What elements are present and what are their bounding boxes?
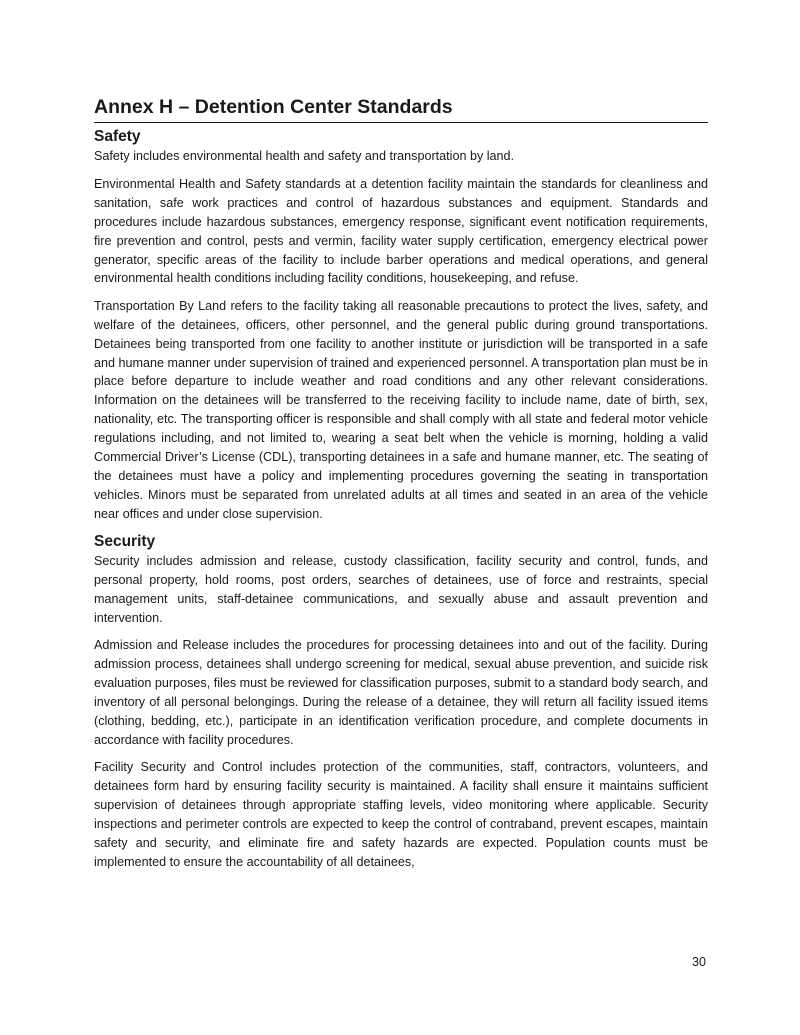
environmental-health-paragraph: Environmental Health and Safety standards at a detention facility maintain the standards for cleanliness and sanitation, safe work practices and control of hazardous substances and equipment. Standards and procedures include hazardous substances, emergency response, significant event notification requirements, fire prevention and control, pests and vermin, facility water supply certification, emergency electrical power generator, specific areas of the facility to include barber operations and medical operations, and general environmental health conditions including facility conditions, housekeeping, and refuse. [94, 176, 708, 286]
admission-release-paragraph: Admission and Release includes the procedures for processing detainees into and out of the facility. During admission process, detainees shall undergo screening for medical, sexual abuse prevention, and suicide risk evaluation purposes, files must be reviewed for classification purposes, submit to a standard body search, and inventory of all personal belongings. During the release of a detainee, they will return all facility issued items (clothing, bedding, etc.), participate in an identification verification procedure, and complete documents in accordance with facility procedures. [94, 638, 708, 747]
transportation-paragraph: Transportation By Land refers to the facility taking all reasonable precautions to protect the lives, safety, and welfare of the detainees, officers, other personnel, and the general public during ground transportations. Detainees being transported from one facility to another institute or jurisdiction will be transported in a safe and humane manner under supervision of trained and experienced personnel. A transportation plan must be in place before departure to include weather and road conditions and any other relevant considerations. Information on the detainees will be transferred to the receiving facility to include name, date of birth, sex, nationality, etc. The transporting officer is responsible and shall comply with all state and federal motor vehicle regulations including, and not limited to, wearing a seat belt when the vehicle is morning, holding a valid Commercial Driver’s License (CDL), transporting detainees in a safe and humane manner, etc. The seating of the detainees must have a policy and implementing procedures governing the seating in transportation vehicles. Minors must be separated from unrelated adults at all times and seated in an area of the vehicle near offices and under close supervision. [94, 298, 708, 521]
document-page [94, 95, 708, 880]
annex-title: Annex H – Detention Center Standards [94, 95, 708, 123]
facility-security-paragraph: Facility Security and Control includes protection of the communities, staff, contractors, volunteers, and detainees form hard by ensuring facility security is maintained. A facility shall ensure it maintains sufficient supervision of detainees through appropriate staffing levels, video monitoring where applicable. Security inspections and perimeter controls are expected to keep the control of contraband, prevent escapes, maintain safety and security, and eliminate fire and safety hazards are expected. Population counts must be implemented to ensure the accountability of all detainees, [94, 760, 708, 869]
security-intro-paragraph: Security includes admission and release, custody classification, facility security and control, funds, and personal property, hold rooms, post orders, searches of detainees, use of force and restraints, special management units, staff-detainee communications, and sexually abuse and assault prevention and intervention. [94, 554, 708, 625]
safety-heading: Safety [94, 128, 141, 145]
safety-intro-paragraph: Safety includes environmental health and safety and transportation by land. [94, 149, 515, 163]
security-heading: Security [94, 533, 156, 551]
page-number: 30 [691, 955, 706, 969]
